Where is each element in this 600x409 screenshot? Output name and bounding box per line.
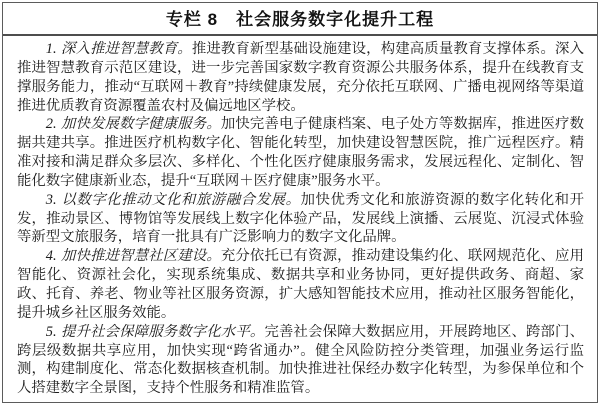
paragraph-2 xyxy=(17,115,584,190)
item-lead: 深入推进智慧教育。 xyxy=(60,41,192,57)
item-body: 完善社会保障大数据应用，开展跨地区、跨部门、跨层级数据共享应用，加快实现“跨省通办”。健全风险防控分类管理，加强业务运行监测，构建制度化、常态化数据核查机制。加快推进社保经办数字化转型，为参保单位和个人搭建数字全景图，支持个性服务和精准监管。 xyxy=(17,323,584,397)
paragraph-5 xyxy=(17,323,584,398)
paragraph-1 xyxy=(17,40,584,115)
paragraph-3 xyxy=(17,191,584,248)
item-number: 1. xyxy=(45,41,57,57)
item-lead: 加快发展数字健康服务。 xyxy=(60,116,221,133)
column-body xyxy=(3,36,597,402)
item-body: 推进教育新型基础设施建设，构建高质量教育支撑体系。深入推进智慧教育示范区建设，进一步完善国家数字教育资源公共服务体系，提升在线教育支撑服务能力，推动“互联网＋教育”持续健康发展，充分依托互联网、广播电视网络等渠道推进优质教育资源覆盖农村及偏远地区学校。 xyxy=(17,41,584,114)
item-lead: 加快推进智慧社区建设。 xyxy=(60,248,221,265)
paragraph-4 xyxy=(17,247,584,322)
item-lead: 以数字化推动文化和旅游融合发展。 xyxy=(60,191,301,208)
item-number: 5. xyxy=(45,323,57,340)
column-box xyxy=(2,2,598,403)
item-body: 充分依托已有资源，推动建设集约化、联网规范化、应用智能化、资源社会化，实现系统集成、数据共享和业务协同，更好提供政务、商超、家政、托育、养老、物业等社区服务资源，扩大感知智能技术应用，推动社区服务智能化，提升城乡社区服务效能。 xyxy=(17,248,584,321)
item-number: 4. xyxy=(45,248,57,265)
column-title: 专栏 8 社会服务数字化提升工程 xyxy=(3,3,597,36)
item-number: 2. xyxy=(45,116,57,133)
item-lead: 提升社会保障服务数字化水平。 xyxy=(60,323,265,340)
item-body: 加快完善电子健康档案、电子处方等数据库，推进医疗数据共建共享。推进医疗机构数字化、智能化转型，加快建设智慧医院，推广远程医疗。精准对接和满足群众多层次、多样化、个性化医疗健康服务需求，发展远程化、定制化、智能化数字健康新业态，提升“互联网＋医疗健康”服务水平。 xyxy=(17,116,584,189)
item-number: 3. xyxy=(45,191,57,208)
item-body: 加快优秀文化和旅游资源的数字化转化和开发，推动景区、博物馆等发展线上数字化体验产品，发展线上演播、云展览、沉浸式体验等新型文旅服务，培育一批具有广泛影响力的数字文化品牌。 xyxy=(17,191,584,246)
